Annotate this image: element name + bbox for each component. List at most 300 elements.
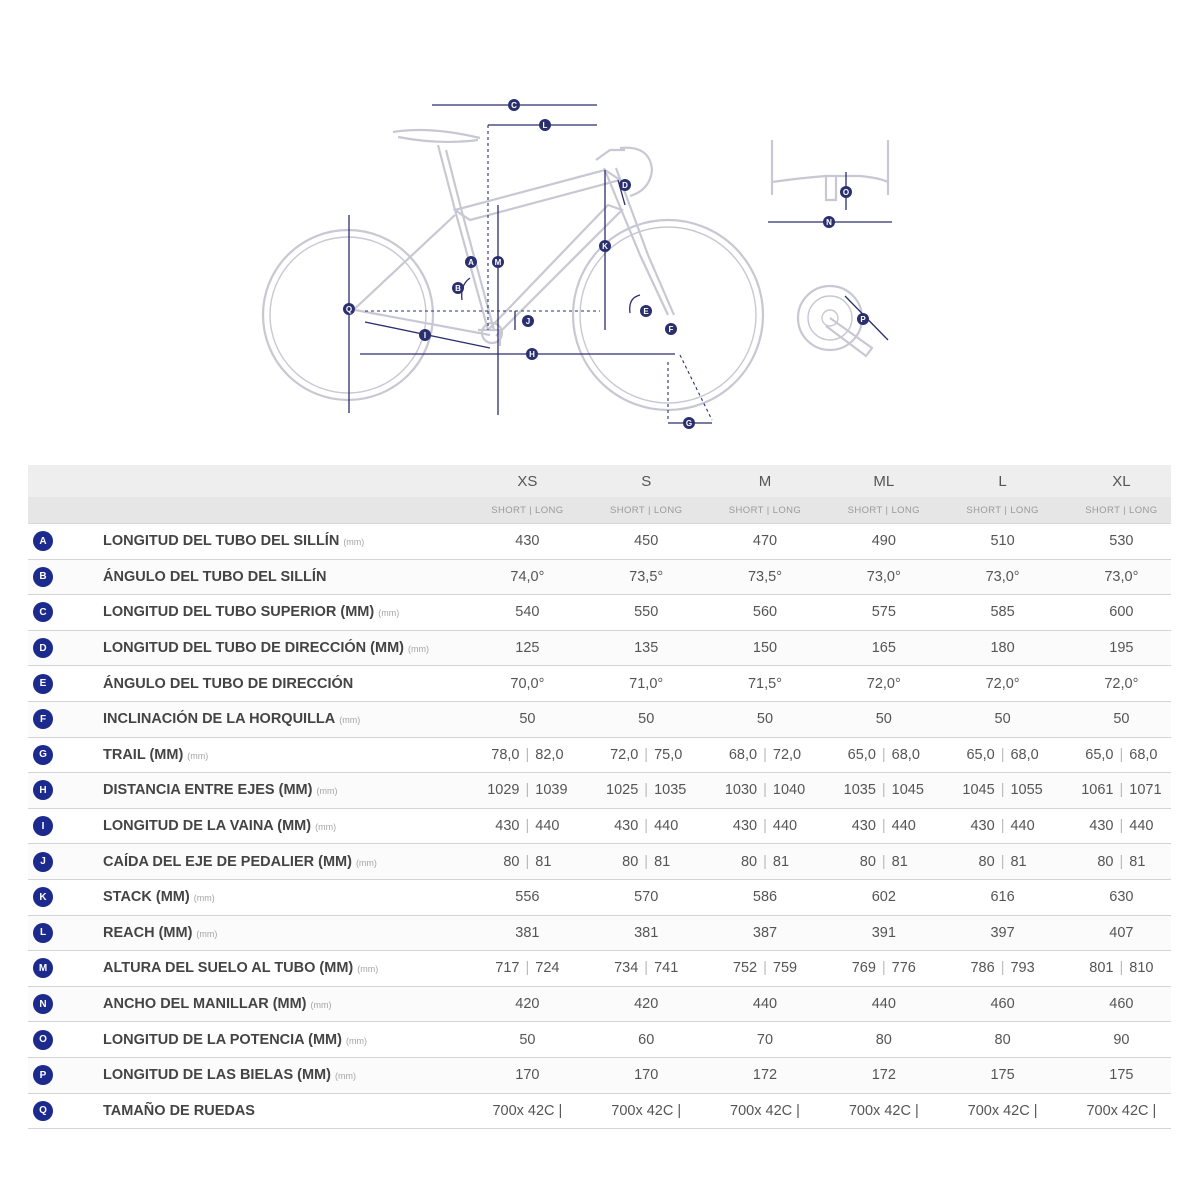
row-unit: (mm): [310, 1000, 332, 1011]
cell-value: 81: [535, 853, 552, 870]
cell-value: 90: [1113, 1031, 1130, 1048]
cell-value: 1029: [487, 782, 520, 799]
cell-value: 50: [638, 711, 655, 728]
marker-i: [419, 329, 431, 341]
cell-value: 530: [1109, 533, 1134, 550]
table-cell: [587, 996, 706, 1012]
cell-value: 65,0: [847, 746, 876, 763]
value-separator: |: [1119, 818, 1124, 835]
table-row: [28, 631, 1171, 667]
row-unit: (mm): [315, 822, 337, 833]
marker-j: [522, 315, 534, 327]
table-cell: [943, 1103, 1062, 1119]
cell-value: 752: [732, 960, 758, 977]
table-cell: [943, 996, 1062, 1012]
table-cell: [1062, 1103, 1181, 1119]
cell-value: 180: [990, 640, 1015, 657]
cell-value: 50: [519, 1031, 536, 1048]
row-unit: (mm): [196, 928, 218, 939]
row-unit: (mm): [187, 750, 209, 761]
table-cell: [587, 960, 706, 976]
row-unit: (mm): [378, 608, 400, 619]
value-separator: |: [1119, 782, 1124, 799]
table-cell: [943, 569, 1062, 585]
cell-value: 430: [515, 533, 540, 550]
crankset: [798, 286, 888, 356]
svg-text:F: F: [668, 325, 674, 334]
row-key-badge: P: [33, 1065, 53, 1085]
row-key-badge: K: [33, 887, 53, 907]
cell-value: 172: [752, 1067, 778, 1084]
row-label: TRAIL (MM): [103, 746, 184, 763]
table-cell: [943, 676, 1062, 692]
value-separator: |: [525, 782, 530, 799]
cell-value: 460: [1109, 996, 1134, 1013]
cell-value: 50: [994, 711, 1011, 728]
table-cell: [943, 1067, 1062, 1083]
row-key-badge: N: [33, 994, 53, 1014]
table-cell: [587, 818, 706, 834]
cell-value: 65,0: [1085, 746, 1114, 763]
table-cell: [468, 960, 587, 976]
svg-text:N: N: [826, 218, 832, 227]
table-cell: [824, 925, 943, 941]
cell-value: 80: [503, 853, 520, 870]
table-cell: [587, 1032, 706, 1048]
value-separator: |: [1000, 818, 1005, 835]
table-cell: [943, 889, 1062, 905]
svg-text:L: L: [542, 121, 548, 130]
cell-value: 430: [614, 818, 639, 835]
value-separator: |: [644, 746, 649, 763]
table-cell: [706, 782, 825, 798]
row-label: LONGITUD DE LA POTENCIA (MM): [103, 1031, 342, 1048]
table-row: [28, 702, 1171, 738]
cell-value: 440: [871, 996, 896, 1013]
table-cell: [706, 640, 825, 656]
table-row: [28, 987, 1171, 1023]
cell-value: 776: [891, 960, 916, 977]
row-key-badge: D: [33, 638, 53, 658]
table-cell: [706, 889, 825, 905]
row-label: DISTANCIA ENTRE EJES (MM): [103, 782, 313, 799]
table-cell: [1062, 533, 1181, 549]
table-cell: [468, 640, 587, 656]
cell-value: 150: [752, 640, 778, 657]
table-cell: [587, 569, 706, 585]
row-label: LONGITUD DE LA VAINA (MM): [103, 818, 312, 835]
size-heading-ml: ML: [873, 472, 895, 490]
cell-value: 50: [519, 711, 536, 728]
table-cell: [587, 711, 706, 727]
cell-value: 1045: [962, 782, 995, 799]
cell-value: 72,0°: [866, 675, 901, 692]
row-unit: (mm): [355, 857, 377, 868]
cell-value: 72,0°: [985, 675, 1020, 692]
cell-value: 80: [1097, 853, 1114, 870]
table-cell: [824, 996, 943, 1012]
size-subheading-m: SHORT | LONG: [728, 504, 802, 516]
row-label: LONGITUD DEL TUBO SUPERIOR (MM): [103, 604, 375, 621]
cell-value: 1071: [1129, 782, 1162, 799]
cell-value: 175: [990, 1067, 1015, 1084]
cell-value: 575: [871, 604, 896, 621]
row-label: ÁNGULO DEL TUBO DEL SILLÍN: [103, 568, 327, 585]
table-row: [28, 560, 1171, 596]
table-cell: [824, 889, 943, 905]
marker-k: [599, 240, 611, 252]
table-cell: [468, 711, 587, 727]
size-subheading-s: SHORT | LONG: [610, 504, 683, 516]
table-cell: [824, 604, 943, 620]
table-cell: [468, 854, 587, 870]
cell-value: 810: [1129, 960, 1154, 977]
table-cell: [1062, 996, 1181, 1012]
table-cell: [587, 925, 706, 941]
cell-value: 1055: [1010, 782, 1043, 799]
cell-value: 80: [740, 853, 758, 870]
row-label: LONGITUD DEL TUBO DE DIRECCIÓN (MM): [103, 640, 404, 657]
table-cell: [943, 533, 1062, 549]
table-cell: [468, 925, 587, 941]
table-cell: [824, 782, 943, 798]
value-separator: |: [763, 818, 767, 835]
cell-value: 80: [622, 853, 639, 870]
row-label: TAMAÑO DE RUEDAS: [103, 1102, 255, 1119]
cell-value: 450: [634, 533, 659, 550]
table-cell: [587, 533, 706, 549]
svg-text:P: P: [860, 315, 866, 324]
cell-value: 78,0: [491, 746, 520, 763]
value-separator: |: [1119, 960, 1124, 977]
row-key-badge: O: [33, 1030, 53, 1050]
table-cell: [706, 818, 825, 834]
value-separator: |: [881, 782, 886, 799]
cell-value: 387: [752, 924, 778, 941]
cell-value: 125: [515, 640, 540, 657]
cell-value: 460: [990, 996, 1015, 1013]
table-cell: [943, 854, 1062, 870]
row-key-badge: A: [33, 531, 53, 551]
cell-value: 470: [752, 533, 778, 550]
cell-value: 73,0°: [985, 568, 1020, 585]
table-cell: [824, 854, 943, 870]
table-cell: [706, 569, 825, 585]
value-separator: |: [525, 818, 530, 835]
svg-text:E: E: [643, 307, 649, 316]
svg-text:J: J: [525, 317, 531, 326]
value-separator: |: [881, 853, 886, 870]
row-key-badge: I: [33, 816, 53, 836]
cell-value: 420: [515, 996, 540, 1013]
table-cell: [468, 996, 587, 1012]
cell-value: 72,0: [772, 746, 802, 763]
table-cell: [1062, 925, 1181, 941]
marker-h: [526, 348, 538, 360]
svg-text:K: K: [602, 242, 608, 251]
table-cell: [706, 676, 825, 692]
cell-value: 50: [875, 711, 892, 728]
value-separator: |: [644, 960, 649, 977]
cell-value: 570: [634, 889, 659, 906]
row-label: ÁNGULO DEL TUBO DE DIRECCIÓN: [103, 675, 354, 692]
table-row: [28, 773, 1171, 809]
row-label: CAÍDA DEL EJE DE PEDALIER (MM): [103, 853, 352, 870]
svg-text:H: H: [529, 350, 535, 359]
cell-value: 700x 42C |: [492, 1102, 563, 1119]
table-cell: [943, 782, 1062, 798]
cell-value: 81: [1010, 853, 1027, 870]
row-label: STACK (MM): [103, 889, 190, 906]
row-unit: (mm): [357, 964, 379, 975]
row-label: ANCHO DEL MANILLAR (MM): [103, 996, 307, 1013]
table-cell: [1062, 782, 1181, 798]
size-heading-s: S: [641, 472, 652, 490]
cell-value: 71,5°: [747, 675, 782, 692]
cell-value: 68,0: [1129, 746, 1158, 763]
size-heading-xs: XS: [517, 472, 538, 490]
row-key-badge: B: [33, 567, 53, 587]
bike-geometry-diagram: [0, 80, 1200, 460]
table-row: [28, 1058, 1171, 1094]
size-heading-l: L: [998, 472, 1007, 490]
cell-value: 769: [851, 960, 876, 977]
marker-o: [840, 186, 852, 198]
cell-value: 741: [654, 960, 679, 977]
marker-g: [683, 417, 695, 429]
value-separator: |: [1000, 853, 1005, 870]
handlebar-front-view: [768, 140, 892, 222]
marker-e: [640, 305, 652, 317]
cell-value: 1025: [606, 782, 639, 799]
cell-value: 80: [875, 1031, 892, 1048]
marker-a: [465, 256, 477, 268]
table-row: [28, 666, 1171, 702]
size-heading-xl: XL: [1112, 472, 1131, 490]
cell-value: 397: [990, 924, 1015, 941]
table-cell: [1062, 1032, 1181, 1048]
cell-value: 602: [871, 889, 896, 906]
table-cell: [706, 711, 825, 727]
table-row: [28, 738, 1171, 774]
table-cell: [587, 1103, 706, 1119]
table-cell: [706, 925, 825, 941]
geometry-table-body: [28, 524, 1171, 1129]
table-cell: [706, 960, 825, 976]
table-cell: [943, 1032, 1062, 1048]
table-cell: [824, 818, 943, 834]
cell-value: 1045: [891, 782, 924, 799]
cell-value: 440: [1010, 818, 1035, 835]
value-separator: |: [881, 818, 886, 835]
table-cell: [468, 676, 587, 692]
cell-value: 81: [654, 853, 671, 870]
cell-value: 724: [535, 960, 560, 977]
table-cell: [587, 782, 706, 798]
table-row: [28, 1022, 1171, 1058]
table-cell: [1062, 889, 1181, 905]
table-cell: [1062, 604, 1181, 620]
cell-value: 165: [871, 640, 896, 657]
size-subheading-xl: SHORT | LONG: [1085, 504, 1158, 516]
cell-value: 73,5°: [747, 568, 782, 585]
table-cell: [468, 782, 587, 798]
cell-value: 1061: [1081, 782, 1114, 799]
cell-value: 440: [535, 818, 560, 835]
cell-value: 81: [772, 853, 790, 870]
table-cell: [706, 1103, 825, 1119]
table-cell: [824, 533, 943, 549]
cell-value: 75,0: [654, 746, 683, 763]
table-row: [28, 880, 1171, 916]
table-cell: [824, 640, 943, 656]
svg-text:O: O: [842, 188, 850, 197]
cell-value: 170: [634, 1067, 659, 1084]
cell-value: 70: [756, 1031, 774, 1048]
svg-text:A: A: [468, 258, 474, 267]
cell-value: 65,0: [966, 746, 995, 763]
table-cell: [1062, 818, 1181, 834]
cell-value: 630: [1109, 889, 1134, 906]
cell-value: 440: [1129, 818, 1154, 835]
cell-value: 440: [752, 996, 778, 1013]
row-unit: (mm): [343, 537, 365, 548]
cell-value: 510: [990, 533, 1015, 550]
row-key-badge: C: [33, 602, 53, 622]
cell-value: 50: [1113, 711, 1130, 728]
row-unit: (mm): [339, 715, 361, 726]
cell-value: 80: [859, 853, 876, 870]
cell-value: 1035: [654, 782, 687, 799]
row-label: ALTURA DEL SUELO AL TUBO (MM): [103, 960, 354, 977]
cell-value: 440: [772, 818, 798, 835]
table-cell: [587, 889, 706, 905]
cell-value: 420: [634, 996, 659, 1013]
marker-l: [539, 119, 551, 131]
cell-value: 700x 42C |: [611, 1102, 682, 1119]
marker-p: [857, 313, 869, 325]
value-separator: |: [525, 746, 530, 763]
table-cell: [587, 640, 706, 656]
table-cell: [706, 1067, 825, 1083]
row-unit: (mm): [408, 644, 429, 655]
table-cell: [706, 1032, 825, 1048]
table-cell: [706, 996, 825, 1012]
size-subheader-row: [28, 497, 1171, 524]
table-cell: [1062, 747, 1181, 763]
cell-value: 734: [614, 960, 639, 977]
table-cell: [824, 960, 943, 976]
value-separator: |: [1119, 853, 1124, 870]
row-unit: (mm): [345, 1035, 367, 1046]
table-cell: [468, 604, 587, 620]
svg-text:Q: Q: [345, 305, 353, 314]
table-cell: [824, 747, 943, 763]
cell-value: 560: [752, 604, 778, 621]
cell-value: 556: [515, 889, 540, 906]
size-header-row: [28, 465, 1171, 497]
cell-value: 440: [654, 818, 679, 835]
value-separator: |: [763, 746, 767, 763]
value-separator: |: [525, 960, 530, 977]
cell-value: 68,0: [891, 746, 920, 763]
table-cell: [943, 960, 1062, 976]
cell-value: 71,0°: [629, 675, 664, 692]
value-separator: |: [1000, 782, 1005, 799]
table-cell: [706, 604, 825, 620]
table-cell: [468, 1067, 587, 1083]
table-cell: [468, 1032, 587, 1048]
row-label: INCLINACIÓN DE LA HORQUILLA: [103, 711, 336, 728]
cell-value: 600: [1109, 604, 1134, 621]
cell-value: 700x 42C |: [967, 1102, 1038, 1119]
cell-value: 586: [752, 889, 778, 906]
table-cell: [587, 747, 706, 763]
cell-value: 72,0°: [1104, 675, 1139, 692]
size-subheading-l: SHORT | LONG: [966, 504, 1039, 516]
table-cell: [706, 854, 825, 870]
geometry-table: [28, 465, 1171, 1129]
row-unit: (mm): [316, 786, 338, 797]
cell-value: 1040: [772, 782, 806, 799]
table-cell: [468, 889, 587, 905]
cell-value: 759: [772, 960, 798, 977]
table-cell: [1062, 960, 1181, 976]
value-separator: |: [1000, 746, 1005, 763]
cell-value: 793: [1010, 960, 1035, 977]
svg-text:C: C: [511, 101, 517, 110]
cell-value: 585: [990, 604, 1015, 621]
table-cell: [824, 569, 943, 585]
value-separator: |: [763, 782, 767, 799]
marker-n: [823, 216, 835, 228]
row-key-badge: H: [33, 780, 53, 800]
cell-value: 550: [634, 604, 659, 621]
marker-f: [665, 323, 677, 335]
cell-value: 540: [515, 604, 540, 621]
marker-d: [619, 179, 631, 191]
table-cell: [468, 569, 587, 585]
cell-value: 68,0: [1010, 746, 1039, 763]
table-cell: [943, 711, 1062, 727]
table-cell: [1062, 676, 1181, 692]
cell-value: 430: [851, 818, 876, 835]
table-row: [28, 844, 1171, 880]
cell-value: 430: [970, 818, 995, 835]
cell-value: 73,5°: [629, 568, 664, 585]
cell-value: 72,0: [610, 746, 639, 763]
table-cell: [943, 604, 1062, 620]
cell-value: 82,0: [535, 746, 564, 763]
value-separator: |: [644, 853, 649, 870]
table-cell: [824, 1032, 943, 1048]
table-cell: [1062, 1067, 1181, 1083]
size-subheading-xs: SHORT | LONG: [491, 504, 564, 516]
value-separator: |: [881, 960, 886, 977]
table-cell: [468, 1103, 587, 1119]
cell-value: 81: [1129, 853, 1146, 870]
table-cell: [468, 533, 587, 549]
value-separator: |: [881, 746, 886, 763]
cell-value: 68,0: [728, 746, 758, 763]
table-row: [28, 951, 1171, 987]
cell-value: 80: [994, 1031, 1011, 1048]
table-cell: [1062, 711, 1181, 727]
svg-text:G: G: [685, 419, 693, 428]
cell-value: 381: [634, 924, 659, 941]
table-cell: [587, 1067, 706, 1083]
cell-value: 73,0°: [866, 568, 901, 585]
